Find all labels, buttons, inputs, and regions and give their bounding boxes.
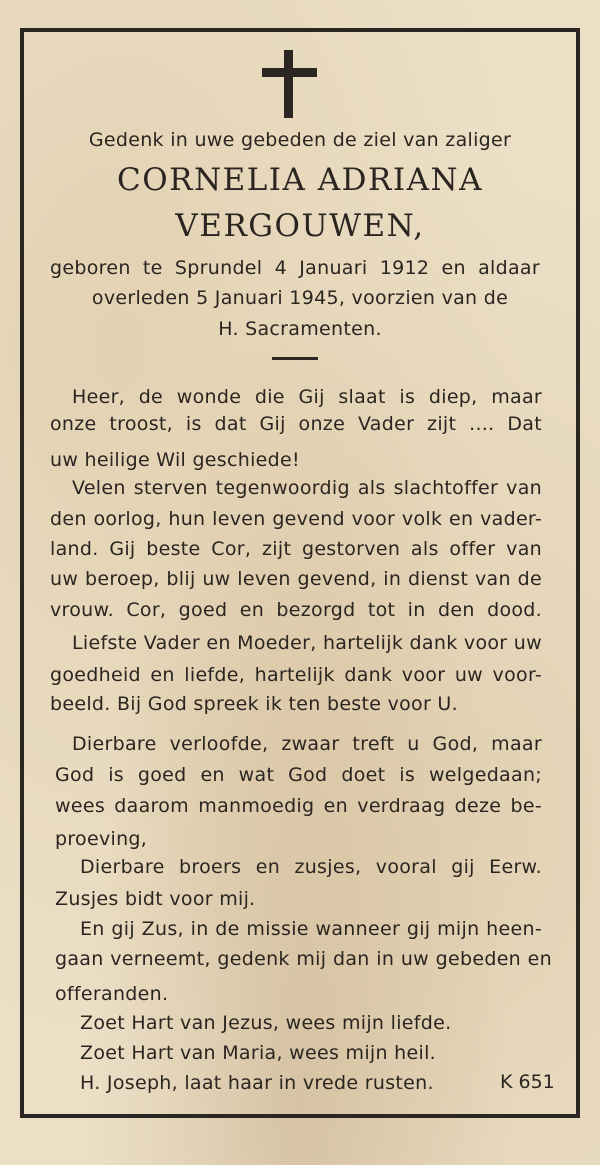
- prayer-line: Velen sterven tegenwoordig als slachtoffer van: [72, 477, 542, 499]
- intro-text: Gedenk in uwe gebeden de ziel van zaliger: [88, 129, 512, 151]
- card-code: K 651: [500, 1071, 555, 1093]
- prayer-line: Zoet Hart van Maria, wees mijn heil.: [80, 1042, 437, 1064]
- prayer-line: H. Joseph, laat haar in vrede rusten.: [80, 1072, 434, 1094]
- prayer-line: onze troost, is dat Gij onze Vader zijt .... Dat: [50, 413, 542, 435]
- deceased-name-line2: VERGOUWEN,: [175, 208, 425, 244]
- prayer-line: Heer, de wonde die Gij slaat is diep, maar: [72, 386, 542, 408]
- prayer-line: vrouw. Cor, goed en bezorgd tot in den dood.: [50, 599, 542, 621]
- deceased-name-line1: CORNELIA ADRIANA: [116, 162, 484, 198]
- prayer-line: beeld. Bij God spreek ik ten beste voor U.: [50, 693, 458, 715]
- prayer-line: offeranden.: [55, 983, 169, 1005]
- prayer-line: land. Gij beste Cor, zijt gestorven als offer van: [50, 538, 542, 560]
- birth-line-1: geboren te Sprundel 4 Januari 1912 en aldaar: [50, 257, 540, 279]
- birth-line-3: H. Sacramenten.: [218, 318, 382, 340]
- prayer-line: goedheid en liefde, hartelijk dank voor uw voor-: [50, 664, 542, 686]
- prayer-line: den oorlog, hun leven gevend voor volk en vader-: [50, 508, 542, 530]
- prayer-line: En gij Zus, in de missie wanneer gij mijn heen-: [80, 918, 542, 940]
- prayer-line: proeving,: [55, 828, 148, 850]
- divider-rule: [272, 357, 318, 360]
- prayer-line: Zoet Hart van Jezus, wees mijn liefde.: [80, 1012, 452, 1034]
- prayer-line: Liefste Vader en Moeder, hartelijk dank voor uw: [72, 632, 542, 654]
- prayer-line: uw heilige Wil geschiede!: [50, 449, 300, 471]
- birth-line-2: overleden 5 Januari 1945, voorzien van de: [91, 287, 509, 309]
- prayer-line: Dierbare verloofde, zwaar treft u God, maar: [72, 733, 542, 755]
- prayer-line: wees daarom manmoedig en verdraag deze be-: [55, 795, 542, 817]
- prayer-line: Dierbare broers en zusjes, vooral gij Eerw.: [80, 856, 542, 878]
- prayer-line: God is goed en wat God doet is welgedaan;: [55, 764, 542, 786]
- prayer-line: gaan verneemt, gedenk mij dan in uw gebeden en: [55, 948, 552, 970]
- prayer-line: Zusjes bidt voor mij.: [55, 888, 256, 910]
- prayer-line: uw beroep, blij uw leven gevend, in dienst van de: [50, 568, 542, 590]
